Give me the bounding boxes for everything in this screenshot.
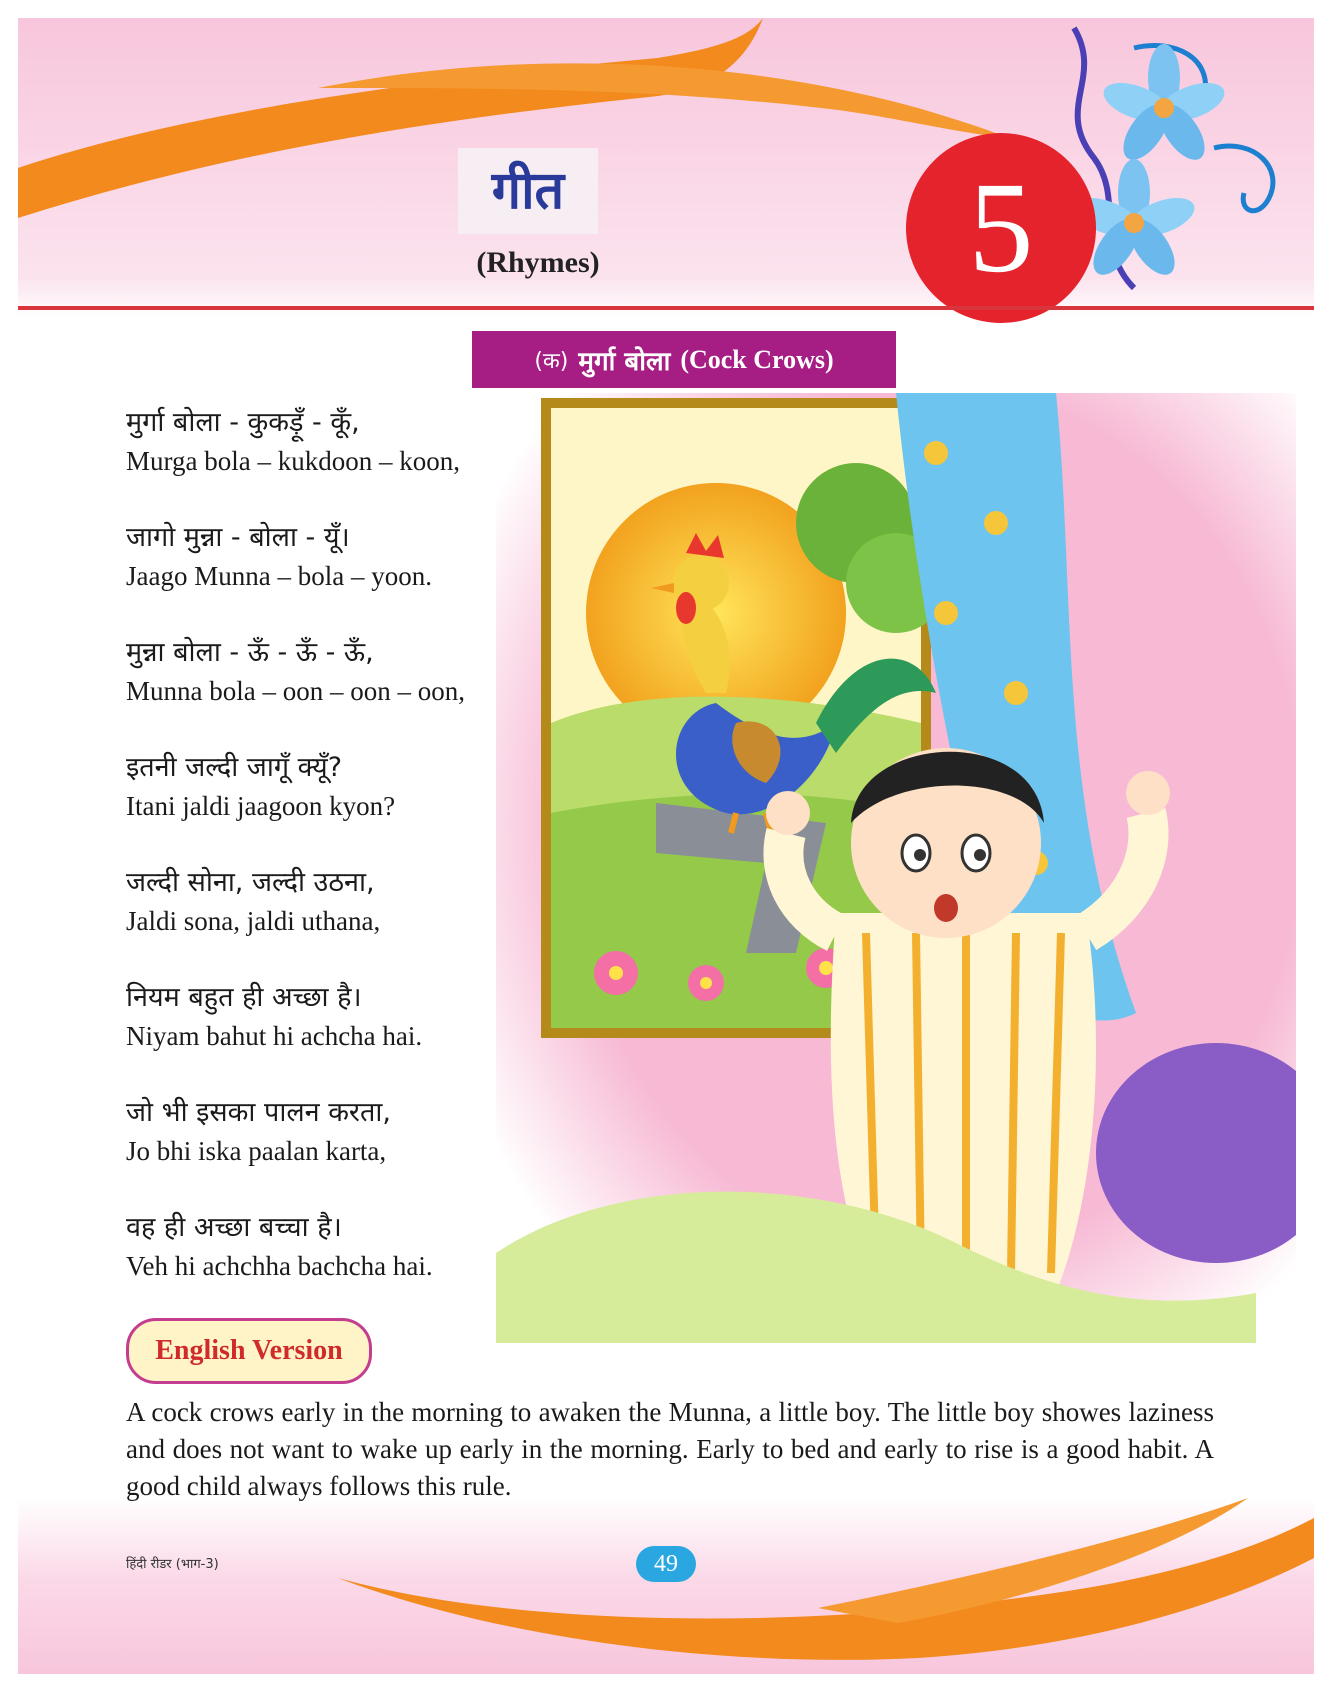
rooster-and-waking-boy-illustration [496,393,1296,1343]
poem-line-hindi: नियम बहुत ही अच्छा है। [126,982,362,1013]
footer-book-title: हिंदी रीडर (भाग-3) [126,1557,219,1572]
poem-stanza [126,1093,546,1169]
poem-line-hindi: जो भी इसका पालन करता, [126,1097,391,1128]
chapter-title-english: (Rhymes) [476,246,600,279]
poem-line-hindi: वह ही अच्छा बच्चा है। [126,1212,342,1243]
poem-line-english: Veh hi achchha bachcha hai. [126,1251,433,1281]
poem-line-hindi: मुन्ना बोला - ऊँ - ऊँ - ऊँ, [126,637,374,668]
poem-line-english: Murga bola – kukdoon – koon, [126,446,460,476]
poem-line-english: Jaago Munna – bola – yoon. [126,561,432,591]
orange-swoosh-decoration [18,1498,1314,1674]
poem-subtitle-banner [472,331,896,388]
poem-stanza [126,1208,546,1284]
english-version-text: A cock crows early in the morning to awaken the Munna, a little boy. The little boy showes laziness and does not want to wake up early in the morning. Early to bed and early to rise is a good habit. A good child always follows this rule. [126,1397,1214,1501]
poem-line-hindi: जागो मुन्ना - बोला - यूँ। [126,522,350,553]
poem-stanza [126,518,546,594]
poem-line-hindi: जल्दी सोना, जल्दी उठना, [126,867,375,898]
english-version-badge: English Version [126,1318,372,1384]
chapter-title-hindi: गीत [458,148,598,234]
poem-stanza [126,748,546,824]
poem-stanza [126,978,546,1054]
poem-line-hindi: इतनी जल्दी जागूँ क्यूँ? [126,752,343,783]
poem-line-english: Niyam bahut hi achcha hai. [126,1021,423,1051]
poem-line-english: Munna bola – oon – oon – oon, [126,676,465,706]
poem-line-hindi: मुर्गा बोला - कुकड़ूँ - कूँ, [126,407,360,438]
poem-line-english: Jo bhi iska paalan karta, [126,1136,387,1166]
header-divider [18,306,1314,310]
poem-stanza [126,863,546,939]
poem-stanza [126,633,546,709]
page-number: 49 [636,1546,696,1582]
poem-line-english: Itani jaldi jaagoon kyon? [126,791,396,821]
poem-line-english: Jaldi sona, jaldi uthana, [126,906,381,936]
poem-stanza [126,403,546,479]
textbook-page [18,18,1314,1674]
subtitle-hindi: मुर्गा बोला [578,346,671,377]
chapter-number-badge: 5 [906,133,1096,323]
subtitle-prefix: (क) [534,348,569,374]
subtitle-english: (Cock Crows) [680,344,834,374]
